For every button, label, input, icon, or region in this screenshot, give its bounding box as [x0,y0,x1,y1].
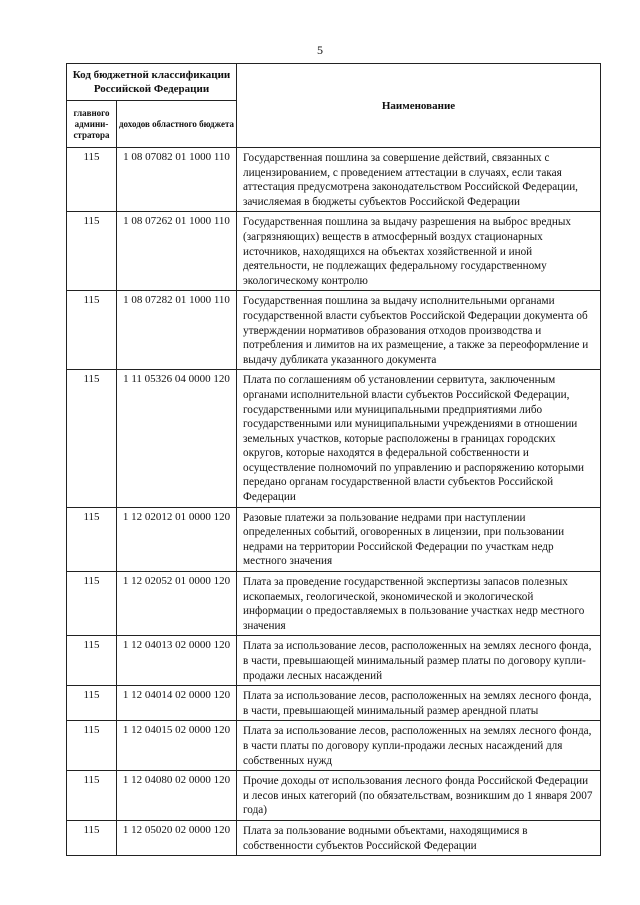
table-row [67,636,601,686]
income-code-cell: 1 08 07262 01 1000 110 [117,212,237,291]
table-row [67,291,601,370]
admin-code-cell: 115 [67,771,117,821]
income-code-cell: 1 08 07282 01 1000 110 [117,291,237,370]
header-regional-budget-income: доходов областного бюджета [117,101,237,148]
admin-code-cell: 115 [67,507,117,571]
income-name-cell: Разовые платежи за пользование недрами при наступлении определенных событий, оговоренных в лицензии, при пользовании недрами на территории Российской Федерации по участкам недр местного значения [237,507,601,571]
admin-code-cell: 115 [67,212,117,291]
income-name-cell: Государственная пошлина за совершение действий, связанных с лицензированием, с проведением аттестации в случаях, если такая аттестация предусмотрена законодательством Российской Федерации, зачисляемая в бюджеты субъектов Российской Федерации [237,148,601,212]
table-row [67,212,601,291]
table-row [67,771,601,821]
admin-code-cell: 115 [67,370,117,507]
income-code-cell: 1 12 04015 02 0000 120 [117,721,237,771]
header-main-administrator: главного админи-стратора [67,101,117,148]
income-code-cell: 1 12 04080 02 0000 120 [117,771,237,821]
income-name-cell: Государственная пошлина за выдачу разрешения на выброс вредных (загрязняющих) веществ в атмосферный воздух стационарных источников, находящихся на объектах хозяйственной и иной деятельности, не подлежащих федеральному государственному экологическому контролю [237,212,601,291]
table-row [67,820,601,855]
income-name-cell: Плата за использование лесов, расположенных на землях лесного фонда, в части платы по договору купли-продажи лесных насаждений для собственных нужд [237,721,601,771]
income-code-cell: 1 12 04014 02 0000 120 [117,686,237,721]
header-name: Наименование [237,64,601,148]
income-name-cell: Плата по соглашениям об установлении сервитута, заключенным органами исполнительной власти субъектов Российской Федерации, государственными или муниципальными предприятиями либо государственными или муниципальными учреждениями в отношении земельных участков, которые расположены в границах городских округов, которые находятся в федеральной собственности и осуществление полномочий по управлению и распоряжению которыми передано органам государственной власти субъектов Российской Федерации [237,370,601,507]
income-name-cell: Плата за использование лесов, расположенных на землях лесного фонда, в части, превышающей минимальный размер платы по договору купли-продажи лесных насаждений [237,636,601,686]
admin-code-cell: 115 [67,148,117,212]
admin-code-cell: 115 [67,572,117,636]
income-name-cell: Плата за использование лесов, расположенных на землях лесного фонда, в части, превышающей минимальный размер арендной платы [237,686,601,721]
admin-code-cell: 115 [67,636,117,686]
budget-classification-table [66,63,601,856]
admin-code-cell: 115 [67,291,117,370]
admin-code-cell: 115 [67,686,117,721]
income-name-cell: Прочие доходы от использования лесного фонда Российской Федерации и лесов иных категорий (по обязательствам, возникшим до 1 января 2007 года) [237,771,601,821]
admin-code-cell: 115 [67,820,117,855]
income-name-cell: Государственная пошлина за выдачу исполнительными органами государственной власти субъектов Российской Федерации документа об утверждении нормативов образования отходов производства и потребления и лимитов на их размещение, а также за переоформление и выдачу дубликата указанного документа [237,291,601,370]
table-header-row [67,64,601,101]
page-number: 5 [317,43,323,57]
income-name-cell: Плата за проведение государственной экспертизы запасов полезных ископаемых, геологической, экономической и экологической информации о предоставляемых в пользование участках недр местного значения [237,572,601,636]
table-row [67,148,601,212]
income-code-cell: 1 12 04013 02 0000 120 [117,636,237,686]
income-code-cell: 1 11 05326 04 0000 120 [117,370,237,507]
income-code-cell: 1 12 02012 01 0000 120 [117,507,237,571]
income-code-cell: 1 12 05020 02 0000 120 [117,820,237,855]
header-budget-classification-code: Код бюджетной классификации Российской Федерации [67,64,237,101]
table-row [67,686,601,721]
income-name-cell: Плата за пользование водными объектами, находящимися в собственности субъектов Российской Федерации [237,820,601,855]
admin-code-cell: 115 [67,721,117,771]
table-row [67,721,601,771]
income-code-cell: 1 12 02052 01 0000 120 [117,572,237,636]
table-row [67,572,601,636]
table-body [67,148,601,856]
table-row [67,370,601,507]
table-row [67,507,601,571]
income-code-cell: 1 08 07082 01 1000 110 [117,148,237,212]
